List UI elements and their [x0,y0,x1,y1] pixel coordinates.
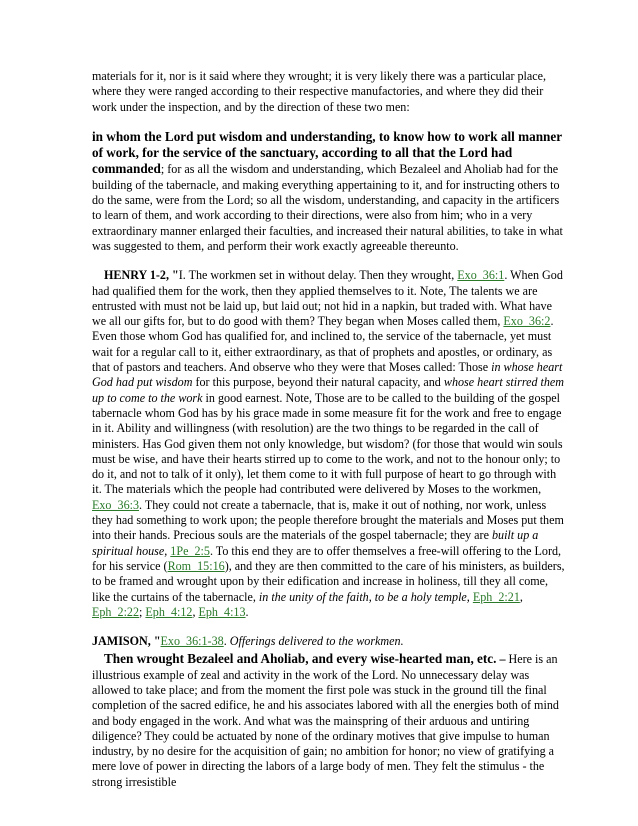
paragraph-jamison-heading [92,634,568,649]
commentary-lead: HENRY 1-2, " [104,268,179,283]
paragraph-text: materials for it, nor is it said where they wrought; it is very likely there was a particular place, where they were ranged according to their respective manufactories, and where they did their work under the inspection, and by the direction of these two men: [92,69,547,114]
text-run: for this purpose, beyond their natural capacity, and [192,375,444,390]
text-run: ), and they are then committed to the care of his ministers, as builders, to be framed and wrought upon by their edification and increase in holiness, till they all come, like the curtains of the tabernacle, [92,558,565,604]
scripture-quote: Then wrought Bezaleel and Aholiab, and every wise-hearted man, etc. [104,651,497,667]
text-run: . [223,634,230,649]
paragraph-jamison [92,651,568,790]
text-run: I. The workmen set in without delay. Then they wrought, [178,268,458,283]
text-run: . Even those whom God has qualified for, and inclined to, the service of the tabernacle, yet must wait for a regular call to it, either extraordinary, as that of prophets and apostles, or ordinary, as that of pastors and teachers. And observe who they were that Moses called: Those [92,314,554,375]
paragraph-henry [92,268,568,620]
section-subtitle: Offerings delivered to the workmen. [229,634,404,649]
scripture-link[interactable]: Eph_4:13 [198,604,246,619]
commentary-lead: JAMISON, " [92,634,161,649]
scripture-quote: in whom the Lord put wisdom and understanding, to know how to work all manner of work, for the service of the sanctuary, according to all that the Lord had commanded [92,128,562,177]
separator: ; [139,604,146,619]
scripture-link[interactable]: Exo_36:2 [503,314,551,329]
text-run: in good earnest. Note, Those are to be called to the building of the gospel tabernacle whom God has by his grace made in some measure fit for the work and free to engage in it. Ability and willingness (with resolution) are the two things to be regarded in the call of ministers. Has God given them not only knowledge, but wisdom? (for those that would win souls must be wise, and have their hearts stirred up to come to the work, and not to the honour only; to do it, and not to talk of it only), let them come to it with full purpose of heart to go through with it. The materials which the people had contributed were delivered by Moses to the workmen, [92,390,563,497]
scripture-link[interactable]: Eph_4:12 [145,604,193,619]
italic-run: in the unity of the faith, to be a holy temple, [258,589,470,604]
paragraph-text: ; for as all the wisdom and understanding, which Bezaleel and Aholiab had for the building of the tabernacle, and making everything appertaining to it, and for instructing others to do the same, were from the Lord; so all the wisdom, understanding, and capacity in the artificers to learn of them, and work according to their directions, were also from him; who in a very extraordinary manner enlarged their faculties, and increased their natural abilities, to take in what was suggested to them, and perform their work exactly agreeable thereunto. [92,162,563,253]
text-run: . [245,604,249,619]
paragraph-text: Here is an illustrious example of zeal and activity in the work of the Lord. No unnecessary delay was allowed to take place; and from the moment the first pole was stuck in the ground till the final completion of the sacred edifice, he and his associates labored with all the energies both of mind and body engaged in the work. And what was the mainspring of their arduous and untiring diligence? They could be actuated by none of the ordinary motives that give impulse to human industry, by no desire for the acquisition of gain; no ambition for honor; no view of gratifying a mere love of power in directing the labors of a large body of men. They felt the stimulus - the strong irresistible [92,652,559,789]
scripture-link[interactable]: Rom_15:16 [167,558,225,573]
scripture-link[interactable]: Exo_36:3 [92,497,140,512]
italic-run: in whose heart God had put wisdom [92,360,563,390]
text-run: . To this end they are to offer themselves a free-will offering to the Lord, for his service ( [92,543,562,573]
scripture-link[interactable]: Exo_36:1-38 [160,634,224,649]
dash: – [496,652,509,667]
scripture-link[interactable]: Exo_36:1 [457,268,505,283]
text-run: . When God had qualified them for the work, then they applied themselves to it. Note, The talents we are entrusted with must not be laid up, but laid out; not hid in a napkin, but traded with. What have we all our gifts for, but to do good with them? They began when Moses called them, [92,268,563,329]
italic-run: whose heart stirred them up to come to the work [92,375,565,405]
paragraph-wisdom [92,129,568,254]
separator: , [192,604,199,619]
scripture-link[interactable]: Eph_2:22 [92,604,140,619]
italic-run: built up a spiritual house, [92,528,539,558]
text-run: . They could not create a tabernacle, that is, make it out of nothing, nor work, unless they had something to work upon; the people therefore brought the materials and Moses put them into their hands. Precious souls are the materials of the gospel tabernacle; they are [92,497,564,543]
scripture-link[interactable]: Eph_2:21 [472,589,520,604]
paragraph-continuation [92,69,568,115]
separator: , [519,589,523,604]
scripture-link[interactable]: 1Pe_2:5 [170,543,210,558]
